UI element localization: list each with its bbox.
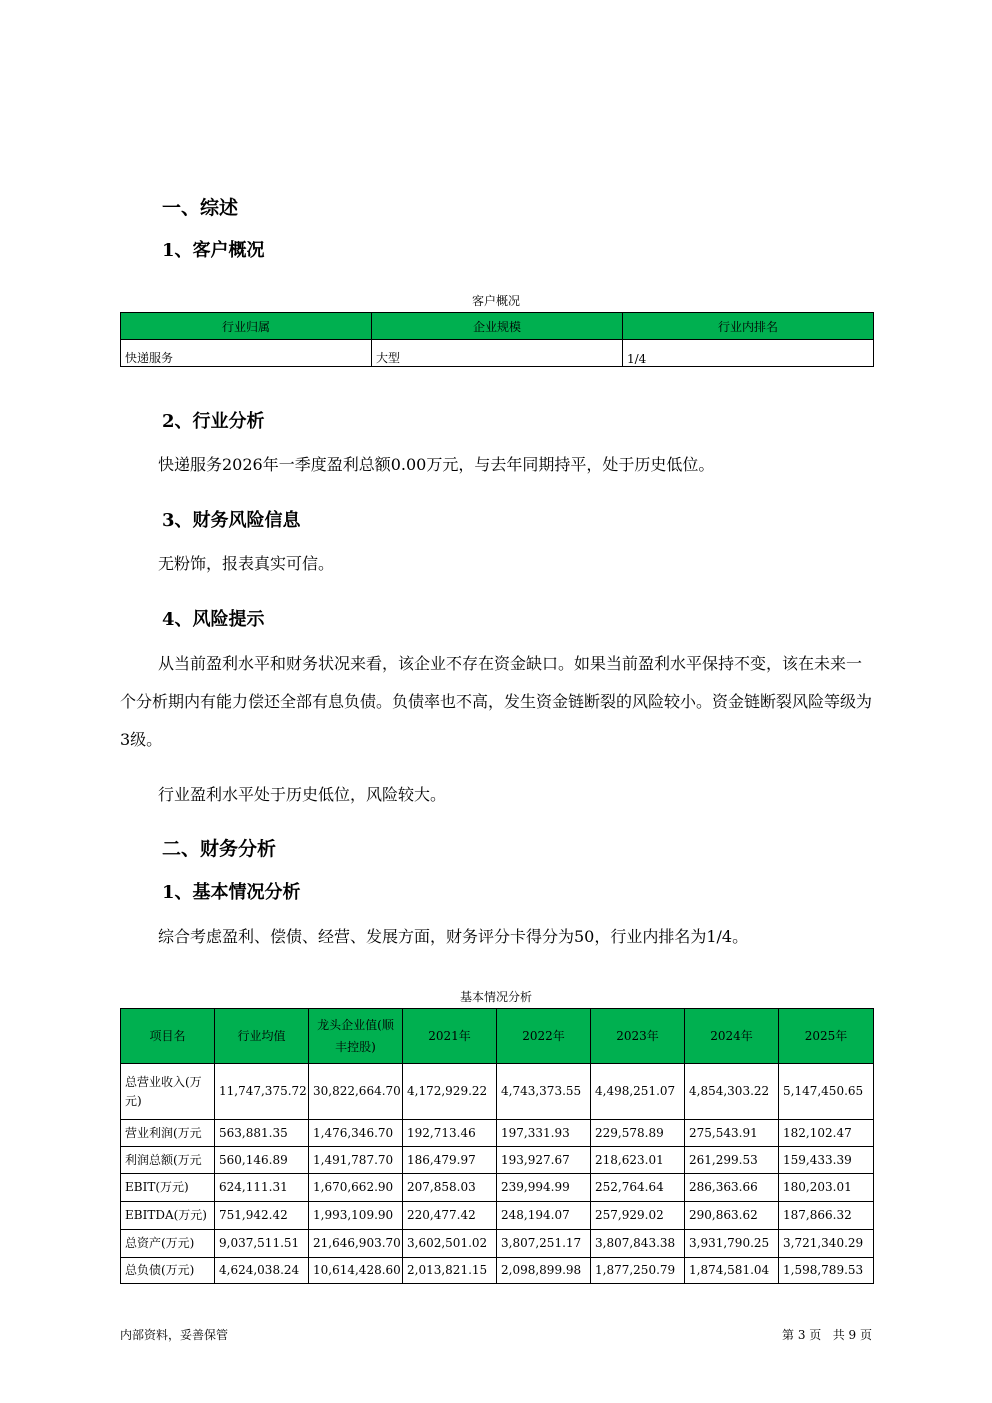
- table-cell: 180,203.01: [779, 1174, 874, 1202]
- table-cell: 187,866.32: [779, 1202, 874, 1230]
- table-cell: 252,764.64: [591, 1174, 685, 1202]
- table-cell: 1/4: [623, 340, 874, 367]
- paragraph: 快递服务2026年一季度盈利总额0.00万元，与去年同期持平，处于历史低位。: [158, 455, 715, 474]
- table-cell: 1,993,109.90: [309, 1202, 403, 1230]
- customer-table-caption: 客户概况: [471, 294, 520, 308]
- table-row-label: 总营业收入(万元): [121, 1064, 215, 1120]
- table-cell: 261,299.53: [685, 1147, 779, 1174]
- table-cell: 624,111.31: [215, 1174, 309, 1202]
- table-header-cell: 行业均值: [215, 1009, 309, 1064]
- table-row: [121, 1230, 874, 1258]
- table-cell: 290,863.62: [685, 1202, 779, 1230]
- table-row: [121, 1174, 874, 1202]
- table-header-cell: 2025年: [779, 1009, 874, 1064]
- table-cell: 248,194.07: [497, 1202, 591, 1230]
- table-cell: 1,491,787.70: [309, 1147, 403, 1174]
- table-row: [121, 1120, 874, 1147]
- table-cell: 197,331.93: [497, 1120, 591, 1147]
- financial-risk-heading: 3、财务风险信息: [162, 510, 301, 531]
- table-cell: 4,743,373.55: [497, 1064, 591, 1120]
- table-cell: 218,623.01: [591, 1147, 685, 1174]
- risk-tips-heading: 4、风险提示: [162, 609, 265, 630]
- table-cell: 快递服务: [121, 340, 372, 367]
- table-cell: 207,858.03: [403, 1174, 497, 1202]
- table-cell: 563,881.35: [215, 1120, 309, 1147]
- table-cell: 1,670,662.90: [309, 1174, 403, 1202]
- table-cell: 4,498,251.07: [591, 1064, 685, 1120]
- table-cell: 21,646,903.70: [309, 1230, 403, 1258]
- table-cell: 560,146.89: [215, 1147, 309, 1174]
- table-cell: 257,929.02: [591, 1202, 685, 1230]
- table-row-label: 营业利润(万元: [121, 1120, 215, 1147]
- section-title-financial: 二、财务分析: [162, 838, 277, 860]
- table-cell: 3,807,843.38: [591, 1230, 685, 1258]
- table-cell: 大型: [372, 340, 623, 367]
- basic-analysis-table: [120, 1008, 874, 1284]
- table-header-row: [121, 1009, 874, 1064]
- table-header-cell: 2024年: [685, 1009, 779, 1064]
- table-cell: 5,147,450.65: [779, 1064, 874, 1120]
- table-cell: 220,477.42: [403, 1202, 497, 1230]
- basic-analysis-heading: 1、基本情况分析: [162, 882, 301, 903]
- table-row-label: 总资产(万元): [121, 1230, 215, 1258]
- table-cell: 1,874,581.04: [685, 1258, 779, 1284]
- section-title-overview: 一、综述: [162, 197, 239, 219]
- table-cell: 4,854,303.22: [685, 1064, 779, 1120]
- table-cell: 3,931,790.25: [685, 1230, 779, 1258]
- table-cell: 186,479.97: [403, 1147, 497, 1174]
- table-cell: 275,543.91: [685, 1120, 779, 1147]
- table-row: [121, 1202, 874, 1230]
- table-cell: 1,598,789.53: [779, 1258, 874, 1284]
- basic-table-caption: 基本情况分析: [459, 990, 532, 1004]
- table-row: [121, 340, 874, 367]
- paragraph: 行业盈利水平处于历史低位，风险较大。: [158, 785, 447, 804]
- table-cell: 4,624,038.24: [215, 1258, 309, 1284]
- table-header-cell: 行业归属: [121, 313, 372, 340]
- table-cell: 192,713.46: [403, 1120, 497, 1147]
- table-cell: 2,013,821.15: [403, 1258, 497, 1284]
- table-cell: 1,877,250.79: [591, 1258, 685, 1284]
- paragraph: 从当前盈利水平和财务状况来看，该企业不存在资金缺口。如果当前盈利水平保持不变，该在未来一个分析期内有能力偿还全部有息负债。负债率也不高，发生资金链断裂的风险较小。资金链断裂风险等级为3级。: [120, 654, 873, 749]
- table-cell: 30,822,664.70: [309, 1064, 403, 1120]
- risk-tips-text-2: [120, 776, 872, 814]
- basic-analysis-text: [120, 918, 872, 956]
- table-header-cell: 行业内排名: [623, 313, 874, 340]
- table-cell: 3,721,340.29: [779, 1230, 874, 1258]
- table-header-cell: 项目名: [121, 1009, 215, 1064]
- table-cell: 182,102.47: [779, 1120, 874, 1147]
- customer-overview-table: [120, 312, 874, 367]
- table-header-cell: 2022年: [497, 1009, 591, 1064]
- table-cell: 3,602,501.02: [403, 1230, 497, 1258]
- table-header-cell: 企业规模: [372, 313, 623, 340]
- table-cell: 1,476,346.70: [309, 1120, 403, 1147]
- table-cell: 193,927.67: [497, 1147, 591, 1174]
- footer-page-number: 第 3 页 共 9 页: [782, 1328, 872, 1342]
- table-cell: 3,807,251.17: [497, 1230, 591, 1258]
- industry-analysis-text: [120, 446, 872, 484]
- table-row-label: 利润总额(万元: [121, 1147, 215, 1174]
- table-cell: 11,747,375.72: [215, 1064, 309, 1120]
- table-header-cell: 2023年: [591, 1009, 685, 1064]
- paragraph: 综合考虑盈利、偿债、经营、发展方面，财务评分卡得分为50，行业内排名为1/4。: [158, 927, 749, 946]
- table-header-cell: 龙头企业值(顺丰控股): [309, 1009, 403, 1064]
- financial-risk-text: [120, 545, 872, 583]
- footer-confidential-note: 内部资料，妥善保管: [120, 1328, 229, 1342]
- table-cell: 751,942.42: [215, 1202, 309, 1230]
- table-row: [121, 1064, 874, 1120]
- table-cell: 229,578.89: [591, 1120, 685, 1147]
- table-cell: 2,098,899.98: [497, 1258, 591, 1284]
- table-row-label: EBIT(万元): [121, 1174, 215, 1202]
- table-row-label: EBITDA(万元): [121, 1202, 215, 1230]
- table-cell: 239,994.99: [497, 1174, 591, 1202]
- table-cell: 9,037,511.51: [215, 1230, 309, 1258]
- table-row: [121, 1147, 874, 1174]
- table-cell: 159,433.39: [779, 1147, 874, 1174]
- customer-overview-heading: 1、客户概况: [162, 240, 265, 261]
- table-cell: 286,363.66: [685, 1174, 779, 1202]
- table-cell: 10,614,428.60: [309, 1258, 403, 1284]
- risk-tips-text: [120, 645, 872, 759]
- table-header-row: [121, 313, 874, 340]
- paragraph: 无粉饰，报表真实可信。: [158, 554, 335, 573]
- table-row-label: 总负债(万元): [121, 1258, 215, 1284]
- table-row: [121, 1258, 874, 1284]
- industry-analysis-heading: 2、行业分析: [162, 411, 265, 432]
- table-cell: 4,172,929.22: [403, 1064, 497, 1120]
- table-header-cell: 2021年: [403, 1009, 497, 1064]
